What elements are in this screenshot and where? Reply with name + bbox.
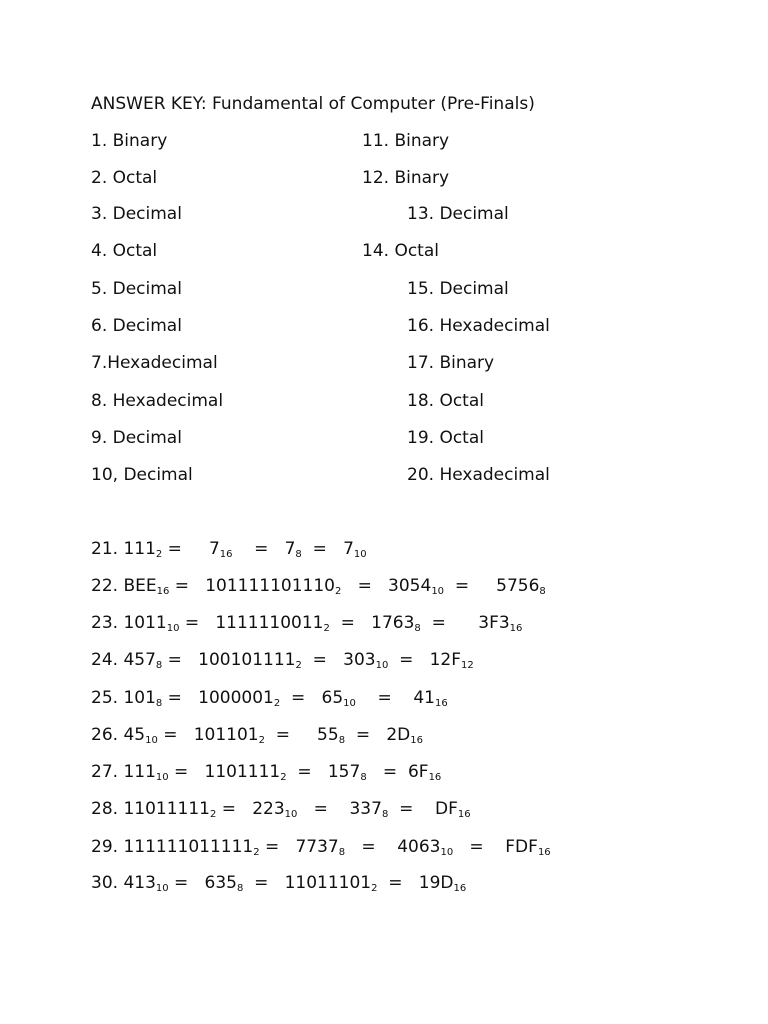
conversion-term — [435, 799, 471, 819]
conversion-term — [408, 762, 441, 782]
conversion-term — [194, 725, 317, 745]
conversion-term — [505, 837, 550, 857]
equals-sign: = — [297, 799, 350, 819]
conversion-term — [478, 613, 522, 633]
answer-item: 16. Hexadecimal — [407, 316, 550, 336]
conversion-number: 24. — [91, 650, 124, 670]
answer-item: 4. Octal — [91, 241, 158, 261]
conversion-number: 27. — [91, 762, 124, 782]
equals-sign: = — [259, 837, 296, 857]
answer-item: 2. Octal — [91, 168, 158, 188]
term-value: 11011101 — [284, 873, 372, 893]
term-base: 2 — [371, 883, 378, 894]
conversion-term — [317, 725, 386, 745]
equals-sign: = — [243, 873, 285, 893]
conversion-term — [198, 650, 343, 670]
term-base: 16 — [428, 772, 442, 783]
conversion-number: 23. — [91, 613, 124, 633]
term-value: DF — [434, 799, 458, 819]
equals-sign: = — [179, 613, 216, 633]
equals-sign: = — [301, 539, 344, 559]
term-base: 10 — [343, 698, 356, 709]
conversion-number: 22. — [91, 576, 124, 596]
term-base: 16 — [453, 883, 467, 894]
term-value: 6F — [407, 762, 429, 782]
term-value: 3054 — [388, 576, 432, 596]
conversion-term — [328, 762, 408, 782]
conversion-term — [388, 576, 496, 596]
equals-sign: = — [280, 688, 322, 708]
term-value: 19D — [418, 873, 454, 893]
equals-sign: = — [232, 539, 285, 559]
term-value: 101111101110 — [205, 576, 335, 596]
equals-sign: = — [301, 650, 344, 670]
term-base: 2 — [335, 586, 342, 597]
term-value: 413 — [123, 873, 156, 893]
conversion-term — [295, 837, 397, 857]
term-value: 7 — [208, 539, 220, 559]
conversion-term — [123, 650, 198, 670]
term-base: 10 — [440, 847, 454, 858]
term-base: 16 — [457, 809, 471, 820]
conversion-term — [496, 576, 546, 596]
conversion-row — [91, 799, 471, 819]
answer-item: 12. Binary — [362, 168, 450, 188]
term-value: 11011111 — [123, 799, 210, 819]
equals-sign: = — [355, 688, 414, 708]
term-value: 7 — [284, 539, 296, 559]
equals-sign: = — [264, 725, 318, 745]
term-value: 1101111 — [204, 762, 281, 782]
conversion-row — [91, 725, 423, 745]
term-base: 10 — [155, 772, 169, 783]
term-value: 111 — [123, 762, 156, 782]
term-value: 635 — [204, 873, 237, 893]
term-base: 10 — [155, 883, 169, 894]
conversion-term — [252, 799, 349, 819]
page-title: ANSWER KEY: Fundamental of Computer (Pre-Finals) — [91, 94, 535, 114]
term-base: 16 — [156, 586, 170, 597]
answer-item: 9. Decimal — [91, 428, 182, 448]
conversion-number: 29. — [91, 837, 124, 857]
term-base: 8 — [381, 809, 389, 820]
conversion-term — [430, 650, 474, 670]
conversion-term — [371, 613, 478, 633]
term-base: 8 — [414, 623, 421, 634]
equals-sign: = — [341, 576, 389, 596]
term-base: 8 — [155, 660, 163, 671]
conversion-number: 28. — [91, 799, 124, 819]
conversion-number: 26. — [91, 725, 124, 745]
equals-sign: = — [168, 873, 205, 893]
term-base: 8 — [338, 735, 346, 746]
answer-item: 8. Hexadecimal — [91, 391, 224, 411]
term-base: 16 — [435, 698, 448, 709]
conversion-term — [123, 725, 193, 745]
conversion-number: 30. — [91, 873, 124, 893]
term-value: 157 — [327, 762, 361, 782]
term-value: 1000001 — [198, 688, 274, 708]
term-value: 7 — [343, 539, 354, 559]
conversion-number: 25. — [91, 688, 124, 708]
term-value: FDF — [505, 837, 538, 857]
answer-item: 19. Octal — [407, 428, 484, 448]
equals-sign: = — [345, 837, 398, 857]
term-base: 2 — [280, 772, 287, 783]
term-base: 16 — [537, 847, 551, 858]
conversion-term — [123, 873, 204, 893]
term-base: 2 — [273, 698, 281, 709]
term-value: 4063 — [397, 837, 441, 857]
answer-item: 11. Binary — [362, 131, 450, 151]
answer-item: 14. Octal — [362, 241, 439, 261]
equals-sign: = — [286, 762, 328, 782]
term-base: 10 — [375, 660, 389, 671]
conversion-term — [123, 799, 252, 819]
conversion-row — [91, 762, 441, 782]
term-value: 303 — [343, 650, 376, 670]
conversion-term — [343, 650, 429, 670]
term-value: 45 — [123, 725, 146, 745]
conversion-number: 21. — [91, 539, 124, 559]
term-value: BEE — [123, 576, 157, 596]
equals-sign: = — [377, 873, 419, 893]
answer-item: 15. Decimal — [407, 279, 509, 299]
term-base: 2 — [295, 660, 302, 671]
conversion-term — [209, 539, 285, 559]
equals-sign: = — [157, 725, 194, 745]
term-value: 101101 — [193, 725, 259, 745]
equals-sign: = — [388, 799, 435, 819]
equals-sign: = — [453, 837, 506, 857]
equals-sign: = — [388, 650, 430, 670]
answer-item: 1. Binary — [91, 131, 168, 151]
term-value: 7737 — [295, 837, 339, 857]
equals-sign: = — [162, 688, 199, 708]
answer-item: 6. Decimal — [91, 316, 182, 336]
term-base: 8 — [236, 883, 244, 894]
conversion-row — [91, 873, 466, 893]
equals-sign: = — [444, 576, 497, 596]
equals-sign: = — [162, 539, 209, 559]
conversion-term — [205, 762, 328, 782]
conversion-term — [215, 613, 371, 633]
term-value: 41 — [413, 688, 435, 708]
conversion-term — [413, 688, 447, 708]
term-base: 8 — [155, 698, 163, 709]
conversion-term — [349, 799, 435, 819]
answer-item: 18. Octal — [407, 391, 484, 411]
term-value: 111 — [123, 539, 156, 559]
term-value: 65 — [321, 688, 344, 708]
conversion-row — [91, 539, 367, 559]
answer-item: 5. Decimal — [91, 279, 182, 299]
conversion-term — [123, 688, 198, 708]
term-base: 2 — [155, 549, 163, 560]
term-value: 100101111 — [198, 650, 296, 670]
conversion-term — [322, 688, 414, 708]
term-base: 2 — [209, 809, 217, 820]
answer-item: 20. Hexadecimal — [407, 465, 550, 485]
conversion-row — [91, 576, 546, 596]
term-base: 16 — [219, 549, 233, 560]
conversion-term — [123, 539, 209, 559]
term-base: 2 — [323, 623, 330, 634]
term-value: 111111011111 — [123, 837, 254, 857]
term-base: 12 — [461, 660, 474, 671]
equals-sign: = — [420, 613, 479, 633]
equals-sign: = — [169, 576, 206, 596]
term-value: 1763 — [371, 613, 415, 633]
term-value: 223 — [252, 799, 285, 819]
term-value: 12F — [429, 650, 461, 670]
term-base: 2 — [258, 735, 265, 746]
conversion-term — [123, 837, 295, 857]
conversion-row — [91, 688, 448, 708]
term-base: 8 — [539, 586, 546, 597]
answer-item: 13. Decimal — [407, 204, 509, 224]
equals-sign: = — [366, 762, 408, 782]
equals-sign: = — [168, 762, 205, 782]
term-base: 10 — [145, 735, 158, 746]
conversion-term — [386, 725, 423, 745]
term-value: 1111110011 — [215, 613, 324, 633]
conversion-term — [419, 873, 466, 893]
term-base: 8 — [295, 549, 302, 560]
conversion-term — [205, 576, 388, 596]
term-value: 5756 — [496, 576, 540, 596]
answer-item: 3. Decimal — [91, 204, 182, 224]
term-value: 457 — [123, 650, 156, 670]
conversion-term — [397, 837, 505, 857]
term-base: 16 — [509, 623, 523, 634]
conversion-row — [91, 650, 474, 670]
conversion-term — [123, 576, 205, 596]
term-value: 101 — [123, 688, 156, 708]
term-base: 8 — [360, 772, 367, 783]
conversion-term — [198, 688, 321, 708]
conversion-row — [91, 613, 522, 633]
term-base: 10 — [166, 623, 180, 634]
term-value: 3F3 — [478, 613, 510, 633]
conversion-term — [343, 539, 367, 559]
term-value: 55 — [317, 725, 339, 745]
term-value: 2D — [386, 725, 411, 745]
term-base: 10 — [431, 586, 445, 597]
term-base: 2 — [253, 847, 260, 858]
answer-item: 17. Binary — [407, 353, 495, 373]
conversion-term — [123, 613, 215, 633]
answer-item: 7.Hexadecimal — [91, 353, 218, 373]
conversion-term — [205, 873, 285, 893]
equals-sign: = — [216, 799, 253, 819]
conversion-term — [285, 873, 419, 893]
conversion-term — [285, 539, 343, 559]
term-value: 337 — [349, 799, 382, 819]
term-base: 10 — [284, 809, 298, 820]
answer-item: 10, Decimal — [91, 465, 193, 485]
equals-sign: = — [345, 725, 387, 745]
conversion-term — [123, 762, 204, 782]
term-base: 10 — [353, 549, 367, 560]
term-base: 8 — [338, 847, 346, 858]
equals-sign: = — [329, 613, 372, 633]
conversion-row — [91, 837, 551, 857]
equals-sign: = — [162, 650, 199, 670]
term-base: 16 — [410, 735, 423, 746]
term-value: 1011 — [123, 613, 167, 633]
